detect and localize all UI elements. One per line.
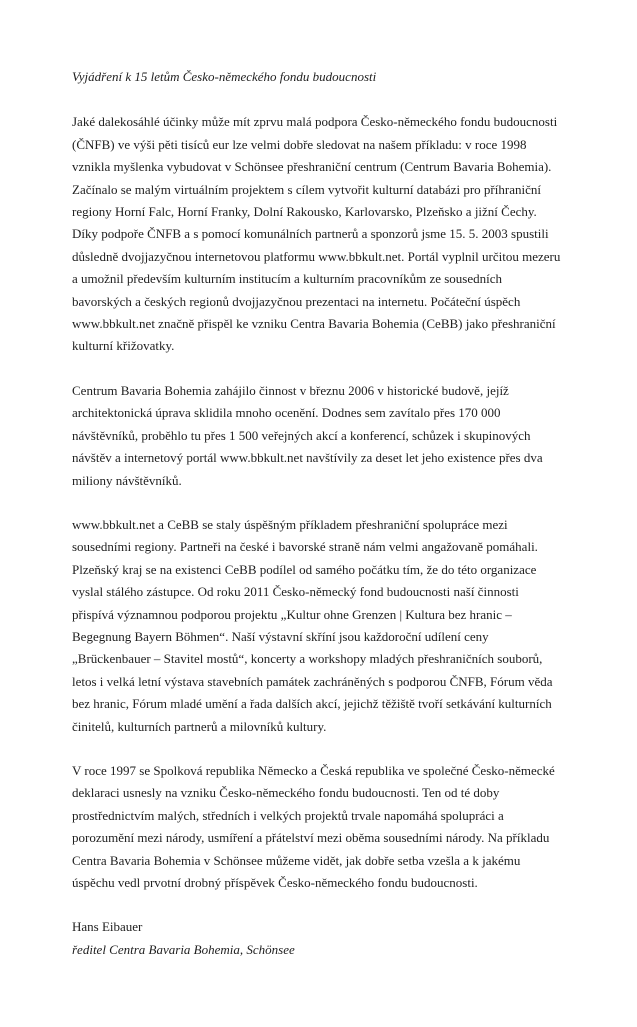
text-line: www.bbkult.net značně přispěl ke vzniku Centra Bavaria Bohemia (CeBB) jako přeshraniční	[72, 316, 556, 332]
text-line: a umožnil především kulturním institucím a kulturním pracovníkům ze sousedních	[72, 271, 503, 287]
text-line: úspěchu vedl prvotní drobný příspěvek Česko-německého fondu budoucnosti.	[72, 875, 478, 890]
text-line: Začínalo se malým virtuálním projektem s cílem vytvořit kulturní databázi pro příhraniční	[72, 181, 541, 197]
text-line: letos i velká letní výstava stavebních památek zachráněných s podporou ČNFB, Fórum věda	[72, 673, 553, 689]
text-line: Centra Bavaria Bohemia v Schönsee můžeme vidět, jak dobře setba vzešla a k jakému	[72, 852, 521, 868]
text-line: Díky podpoře ČNFB a s pomocí komunálních partnerů a sponzorů jsme 15. 5. 2003 spustili	[72, 226, 549, 242]
text-line: návštěvníků, proběhlo tu přes 1 500 veřejných akcí a konferencí, schůzek i skupinových	[72, 427, 531, 443]
text-line: Begegnung Bayern Böhmen“. Naší výstavní skříní jsou každoroční udílení ceny	[72, 628, 489, 644]
paragraph-4	[72, 760, 577, 894]
text-line: porozumění mezi národy, usmíření a přátelství mezi oběma sousedními národy. Na příkladu	[72, 830, 550, 846]
text-line: prostřednictvím malých, středních i velkých projektů trvale napomáhá spolupráci a	[72, 807, 504, 823]
signature-block	[72, 916, 577, 961]
text-line: Centrum Bavaria Bohemia zahájilo činnost v březnu 2006 v historické budově, jejíž	[72, 382, 509, 398]
text-line: přispívá významnou podporou projektu „Kultur ohne Grenzen | Kultura bez hranic –	[72, 606, 512, 622]
text-line: deklaraci usnesly na vzniku Česko-německého fondu budoucnosti. Ten od té doby	[72, 785, 500, 801]
text-line: důsledně dvojjazyčnou internetovou platformu www.bbkult.net. Portál vyplnil určitou mezeru	[72, 248, 561, 264]
document-content	[72, 66, 577, 961]
text-line: návštěv a internetový portál www.bbkult.net navštívily za deset let jeho existence přes dva	[72, 450, 543, 466]
text-line: kulturní křižovatky.	[72, 338, 175, 354]
text-line: architektonická úprava sklidila mnoho ocenění. Dodnes sem zavítalo přes 170 000	[72, 405, 501, 421]
signature-name: Hans Eibauer	[72, 919, 143, 935]
paragraph-1	[72, 111, 577, 357]
text-line: regiony Horní Falc, Horní Franky, Dolní Rakousko, Karlovarsko, Plzeňsko a jižní Čechy.	[72, 204, 537, 220]
document-title: Vyjádření k 15 letům Česko-německého fondu budoucnosti	[72, 69, 377, 84]
signature-role: ředitel Centra Bavaria Bohemia, Schönsee	[72, 941, 295, 957]
text-line: www.bbkult.net a CeBB se staly úspěšným příkladem přeshraniční spolupráce mezi	[72, 516, 508, 532]
paragraph-2	[72, 380, 577, 492]
text-line: Plzeňský kraj se na existenci CeBB podílel od samého počátku tím, že do této organizace	[72, 561, 537, 577]
text-line: V roce 1997 se Spolková republika Německo a Česká republika ve společné Česko-německé	[72, 762, 555, 778]
text-line: (ČNFB) ve výši pěti tisíců eur lze velmi dobře sledovat na našem příkladu: v roce 1998	[72, 136, 527, 152]
paragraph-3	[72, 514, 577, 738]
text-line: vznikla myšlenka vybudovat v Schönsee přeshraniční centrum (Centrum Bavaria Bohemia).	[72, 159, 552, 175]
text-line: miliony návštěvníků.	[72, 472, 182, 488]
text-line: vyslal stálého zástupce. Od roku 2011 Česko-německý fond budoucnosti naší činnosti	[72, 584, 519, 600]
text-line: sousedními regiony. Partneři na české i bavorské straně nám velmi angažovaně pomáhali.	[72, 539, 538, 555]
text-line: „Brückenbauer – Stavitel mostů“, koncerty a workshopy mladých přeshraničních souborů,	[72, 651, 543, 667]
text-line: bavorských a českých regionů dvojjazyčnou prezentaci na internetu. Počáteční úspěch	[72, 293, 521, 309]
text-line: bez hranic, Fórum mladé umění a řada dalších akcí, jejichž těžiště tvoří setkávání kulturních	[72, 696, 552, 712]
text-line: činitelů, kulturních partnerů a milovníků kultury.	[72, 718, 327, 734]
text-line: Jaké dalekosáhlé účinky může mít zprvu malá podpora Česko-německého fondu budoucnosti	[72, 114, 558, 130]
